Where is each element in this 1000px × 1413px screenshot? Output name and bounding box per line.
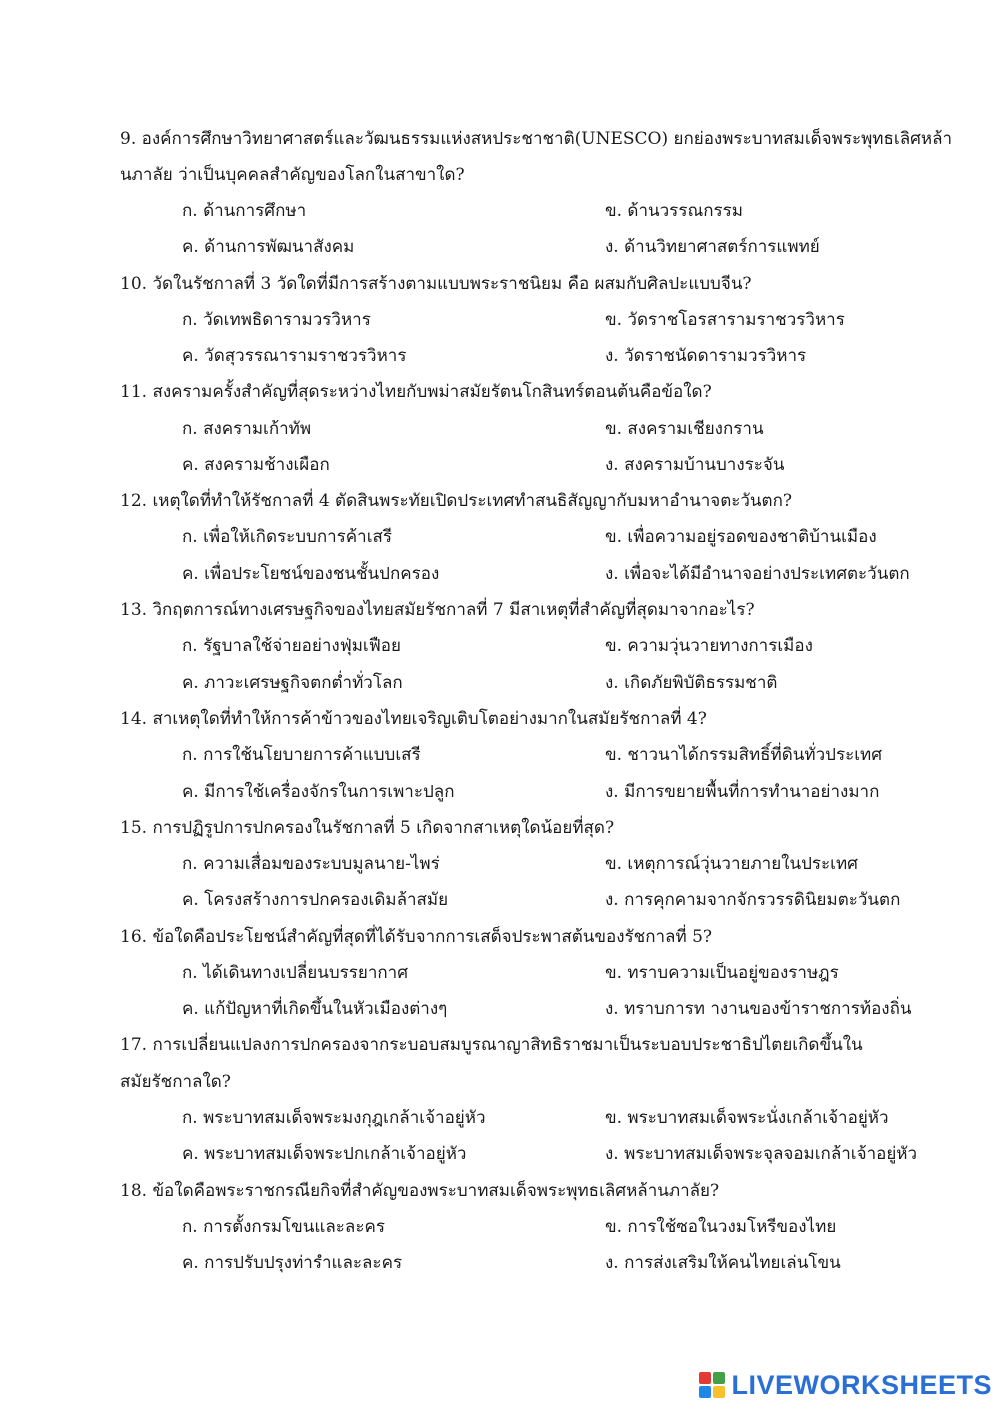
question-10-line-1: 10. วัดในรัชกาลที่ 3 วัดใดที่มีการสร้างตามแบบพระราชนิยม คือ ผสมกับศิลปะแบบจีน? [120,274,752,294]
question-16-option-b: ข. ทราบความเป็นอยู่ของราษฎร [605,963,839,983]
question-11-line-1: 11. สงครามครั้งสำคัญที่สุดระหว่างไทยกับพม่าสมัยรัตนโกสินทร์ตอนต้นคือข้อใด? [120,382,712,402]
question-9-option-b: ข. ด้านวรรณกรรม [605,201,743,221]
question-14-option-d: ง. มีการขยายพื้นที่การทำนาอย่างมาก [605,782,880,802]
question-15-option-d: ง. การคุกคามจากจักรวรรดินิยมตะวันตก [605,890,901,910]
question-10-option-a: ก. วัดเทพธิดารามวรวิหาร [182,310,371,330]
question-17-option-c: ค. พระบาทสมเด็จพระปกเกล้าเจ้าอยู่หัว [182,1144,467,1164]
question-9-option-a: ก. ด้านการศึกษา [182,201,307,221]
question-15-option-b: ข. เหตุการณ์วุ่นวายภายในประเทศ [605,854,858,874]
question-17-option-b: ข. พระบาทสมเด็จพระนั่งเกล้าเจ้าอยู่หัว [605,1108,889,1128]
logo-square-blue [699,1386,711,1398]
question-11-option-a: ก. สงครามเก้าทัพ [182,419,312,439]
question-14-option-c: ค. มีการใช้เครื่องจักรในการเพาะปลูก [182,782,455,802]
question-15-option-c: ค. โครงสร้างการปกครองเดิมล้าสมัย [182,890,449,910]
brand-wordmark: LIVEWORKSHEETS [731,1370,992,1400]
question-17-line-1: 17. การเปลี่ยนแปลงการปกครองจากระบอบสมบูรณาญาสิทธิราชมาเป็นระบอบประชาธิปไตยเกิดขึ้นใน [120,1035,863,1055]
question-14-line-1: 14. สาเหตุใดที่ทำให้การค้าข้าวของไทยเจริญเติบโตอย่างมากในสมัยรัชกาลที่ 4? [120,709,707,729]
logo-square-green [713,1372,725,1384]
question-12-option-a: ก. เพื่อให้เกิดระบบการค้าเสรี [182,527,393,547]
question-13-option-b: ข. ความวุ่นวายทางการเมือง [605,636,813,656]
question-9-line-1: 9. องค์การศึกษาวิทยาศาสตร์และวัฒนธรรมแห่งสหประชาชาติ(UNESCO) ยกย่องพระบาทสมเด็จพระพุทธเลิศหล้า [120,129,953,149]
question-11-option-d: ง. สงครามบ้านบางระจัน [605,455,785,475]
logo-square-yellow [713,1386,725,1398]
question-14-option-a: ก. การใช้นโยบายการค้าแบบเสรี [182,745,421,765]
question-18-option-c: ค. การปรับปรุงท่ารำและละคร [182,1253,403,1273]
question-12-option-d: ง. เพื่อจะได้มีอำนาจอย่างประเทศตะวันตก [605,564,910,584]
question-16-line-1: 16. ข้อใดคือประโยชน์สำคัญที่สุดที่ได้รับจากการเสด็จประพาสต้นของรัชกาลที่ 5? [120,927,713,947]
question-14-option-b: ข. ชาวนาได้กรรมสิทธิ์ที่ดินทั่วประเทศ [605,745,883,765]
question-17-line-2: สมัยรัชกาลใด? [120,1072,231,1092]
liveworksheets-brand[interactable] [699,1371,992,1399]
question-17-option-d: ง. พระบาทสมเด็จพระจุลจอมเกล้าเจ้าอยู่หัว [605,1144,918,1164]
question-9-option-c: ค. ด้านการพัฒนาสังคม [182,237,355,257]
question-13-option-c: ค. ภาวะเศรษฐกิจตกต่ำทั่วโลก [182,673,403,693]
question-9-option-d: ง. ด้านวิทยาศาสตร์การแพทย์ [605,237,820,257]
question-10-option-d: ง. วัดราชนัดดารามวรวิหาร [605,346,807,366]
question-18-option-d: ง. การส่งเสริมให้คนไทยเล่นโขน [605,1253,841,1273]
question-13-option-d: ง. เกิดภัยพิบัติธรรมชาติ [605,673,778,693]
question-10-option-b: ข. วัดราชโอรสารามราชวรวิหาร [605,310,845,330]
question-17-option-a: ก. พระบาทสมเด็จพระมงกุฎเกล้าเจ้าอยู่หัว [182,1108,486,1128]
question-16-option-a: ก. ได้เดินทางเปลี่ยนบรรยากาศ [182,963,409,983]
question-15-line-1: 15. การปฏิรูปการปกครองในรัชกาลที่ 5 เกิดจากสาเหตุใดน้อยที่สุด? [120,818,615,838]
liveworksheets-logo-icon [699,1372,725,1398]
question-16-option-c: ค. แก้ปัญหาที่เกิดขึ้นในหัวเมืองต่างๆ [182,999,448,1019]
question-18-option-b: ข. การใช้ซอในวงมโหรีของไทย [605,1217,837,1237]
question-12-line-1: 12. เหตุใดที่ทำให้รัชกาลที่ 4 ตัดสินพระทัยเปิดประเทศทำสนธิสัญญากับมหาอำนาจตะวันตก? [120,491,792,511]
question-13-option-a: ก. รัฐบาลใช้จ่ายอย่างฟุ่มเฟือย [182,636,401,656]
question-11-option-b: ข. สงครามเชียงกราน [605,419,764,439]
logo-square-red [699,1372,711,1384]
question-15-option-a: ก. ความเสื่อมของระบบมูลนาย-ไพร่ [182,854,440,874]
question-9-line-2: นภาลัย ว่าเป็นบุคคลสำคัญของโลกในสาขาใด? [120,165,465,185]
question-13-line-1: 13. วิกฤตการณ์ทางเศรษฐกิจของไทยสมัยรัชกาลที่ 7 มีสาเหตุที่สำคัญที่สุดมาจากอะไร? [120,600,755,620]
question-10-option-c: ค. วัดสุวรรณารามราชวรวิหาร [182,346,407,366]
question-12-option-b: ข. เพื่อความอยู่รอดของชาติบ้านเมือง [605,527,877,547]
question-12-option-c: ค. เพื่อประโยชน์ของชนชั้นปกครอง [182,564,440,584]
question-16-option-d: ง. ทราบการท างานของข้าราชการท้องถิ่น [605,999,912,1019]
question-18-line-1: 18. ข้อใดคือพระราชกรณียกิจที่สำคัญของพระบาทสมเด็จพระพุทธเลิศหล้านภาลัย? [120,1181,720,1201]
question-11-option-c: ค. สงครามช้างเผือก [182,455,330,475]
question-18-option-a: ก. การตั้งกรมโขนและละคร [182,1217,385,1237]
